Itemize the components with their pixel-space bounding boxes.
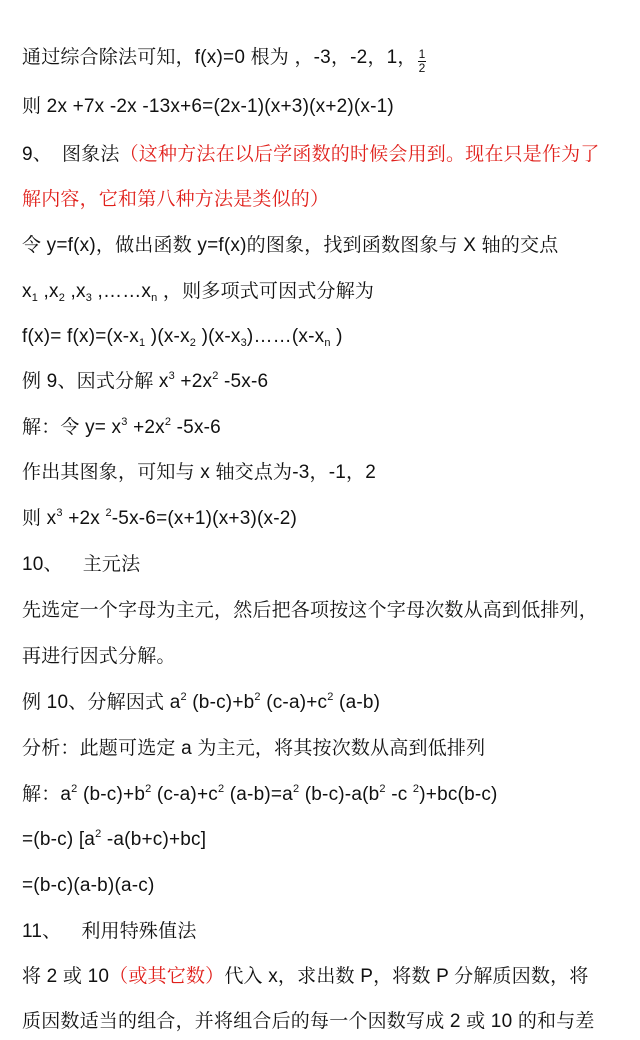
method-number: 10、 [22,554,63,575]
special-value-description: 将 2 或 10（或其它数）代入 x，求出数 P，将数 P 分解质因数，将 [22,966,589,987]
example-10-analysis-line: 分析：此题可选定 a 为主元，将其按次数从高到低排列 [22,738,486,759]
method-number: 9、 [22,144,52,165]
graph-intersection-line: 作出其图象，可知与 x 轴交点为-3，-1，2 [22,462,377,483]
method-9-heading [22,141,632,169]
method-number: 11、 [22,921,62,942]
factorization-result-line: 则 2x +7x -2x -13x+6=(2x-1)(x+3)(x+2)(x-1) [22,96,394,117]
example-10-line: 例 10、分解因式 $a^2$ $(b-c)+b^2$ $(c-a)+c^2$ (a-b) [22,691,381,713]
root-result-line [22,44,632,75]
example-9-result-line: 则 $x^3 +2x$ $^2$-5x-6=(x+1)(x+3)(x-2) [22,507,298,529]
main-variable-description-continued: 再进行因式分解。 [22,646,176,667]
example-9-solution-line: 解：令 $y= x^3 +2x^2$ -5x-6 [22,416,221,438]
special-value-note: （或其它数） [109,966,225,987]
method-note: （这种方法在以后学函数的时候会用到。现在只是作为了 [119,144,600,165]
method-title: 主元法 [82,554,141,575]
method-10-heading [22,551,632,579]
example-10-solution-line: 解：$a^2$ $(b-c)+b^2$ $(c-a)+c^2$ $(a-b)=a^2$ $(b-c)-a(b^2$ -c $^2$)+bc(b-c) [22,783,498,805]
main-variable-description: 先选定一个字母为主元，然后把各项按这个字母次数从高到低排列， [22,600,599,621]
root-result-text: 通过综合除法可知，f(x)=0 根为 ，-3，-2，1， [22,47,417,68]
example-10-result-line: =(b-c)(a-b)(a-c) [22,875,155,896]
fraction-one-half: $\frac{1}{2}$ [418,47,426,75]
factor-form-line: $f(x)= f(x)=(x-x_1$ )($x-x_2$ )$(x-x_3)\dots\dots(x-x_n$ ) [22,326,343,349]
method-title: 图象法 [61,144,120,165]
example-9-line: 例 9、因式分解 $x^3 +2x^2$ -5x-6 [22,370,269,392]
intersection-points-line: $x_1$ $,x_2$ $,x_3$ $,\dots\dots x_n$ ，则多项式可因式分解为 [22,281,375,304]
method-title: 利用特殊值法 [81,921,197,942]
example-10-step-line: =(b-c) [$a^2$ -a(b+c)+bc] [22,828,207,850]
special-value-description-continued: 质因数适当的组合，并将组合后的每一个因数写成 2 或 10 的和与差 [22,1011,595,1032]
method-11-heading [22,918,632,946]
method-9-note-continued: 解内容，它和第八种方法是类似的） [22,189,330,210]
graph-method-description: 令 y=f(x)，做出函数 y=f(x)的图象，找到函数图象与 X 轴的交点 [22,235,559,256]
